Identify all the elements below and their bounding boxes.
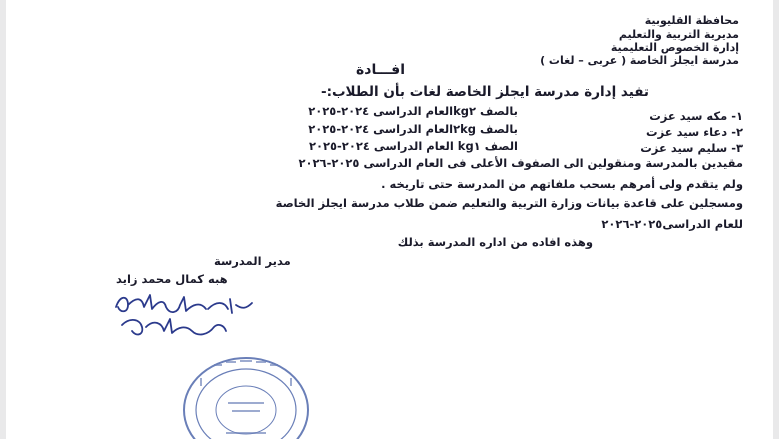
paragraph-registered: مقيدين بالمدرسة ومنقولين الى الصفوف الأعلى فى العام الدراسى ٢٠٢٥-٢٠٢٦	[298, 156, 743, 170]
document-page	[6, 0, 773, 439]
intro-line: تفيد إدارة مدرسة ايجلز الخاصة لغات بأن الطلاب:-	[320, 84, 649, 100]
student-grade-3: الصف kg١ العام الدراسى ٢٠٢٤-٢٠٢٥	[308, 139, 518, 153]
paragraph-database: ومسجلين على قاعدة بيانات وزارة التربية والتعليم ضمن طلاب مدرسة ايجلز الخاصة	[275, 196, 743, 210]
header-school-name: مدرسة ايجلز الخاصة ( عربى – لغات )	[540, 54, 739, 67]
director-name: هبه كمال محمد زايد	[116, 272, 228, 286]
header-directorate: مديرية التربية والتعليم	[618, 28, 739, 41]
student-grade-1: بالصف kg٢العام الدراسى ٢٠٢٤-٢٠٢٥	[308, 104, 518, 118]
paragraph-academic-year: للعام الدراسى٢٠٢٥-٢٠٢٦	[601, 217, 743, 231]
handwritten-signature	[106, 287, 266, 347]
student-grade-2: بالصف ٢kgالعام الدراسى ٢٠٢٤-٢٠٢٥	[308, 122, 518, 136]
student-name-2: ٢- دعاء سيد عزت	[646, 125, 743, 139]
header-governorate: محافظة القليوبية	[644, 14, 739, 27]
student-name-1: ١- مكه سيد عزت	[649, 109, 743, 123]
official-stamp	[176, 348, 316, 439]
student-name-3: ٣- سليم سيد عزت	[640, 141, 743, 155]
header-administration: إدارة الخصوص التعليمية	[610, 41, 739, 54]
closing-statement: وهذه افاده من اداره المدرسة بذلك	[397, 235, 593, 249]
document-title: افـــادة	[356, 62, 406, 78]
paragraph-not-withdrawn: ولم يتقدم ولى أمرهم بسحب ملفاتهم من المدرسة حتى تاريخه .	[381, 177, 743, 191]
director-title: مدير المدرسة	[214, 254, 291, 268]
